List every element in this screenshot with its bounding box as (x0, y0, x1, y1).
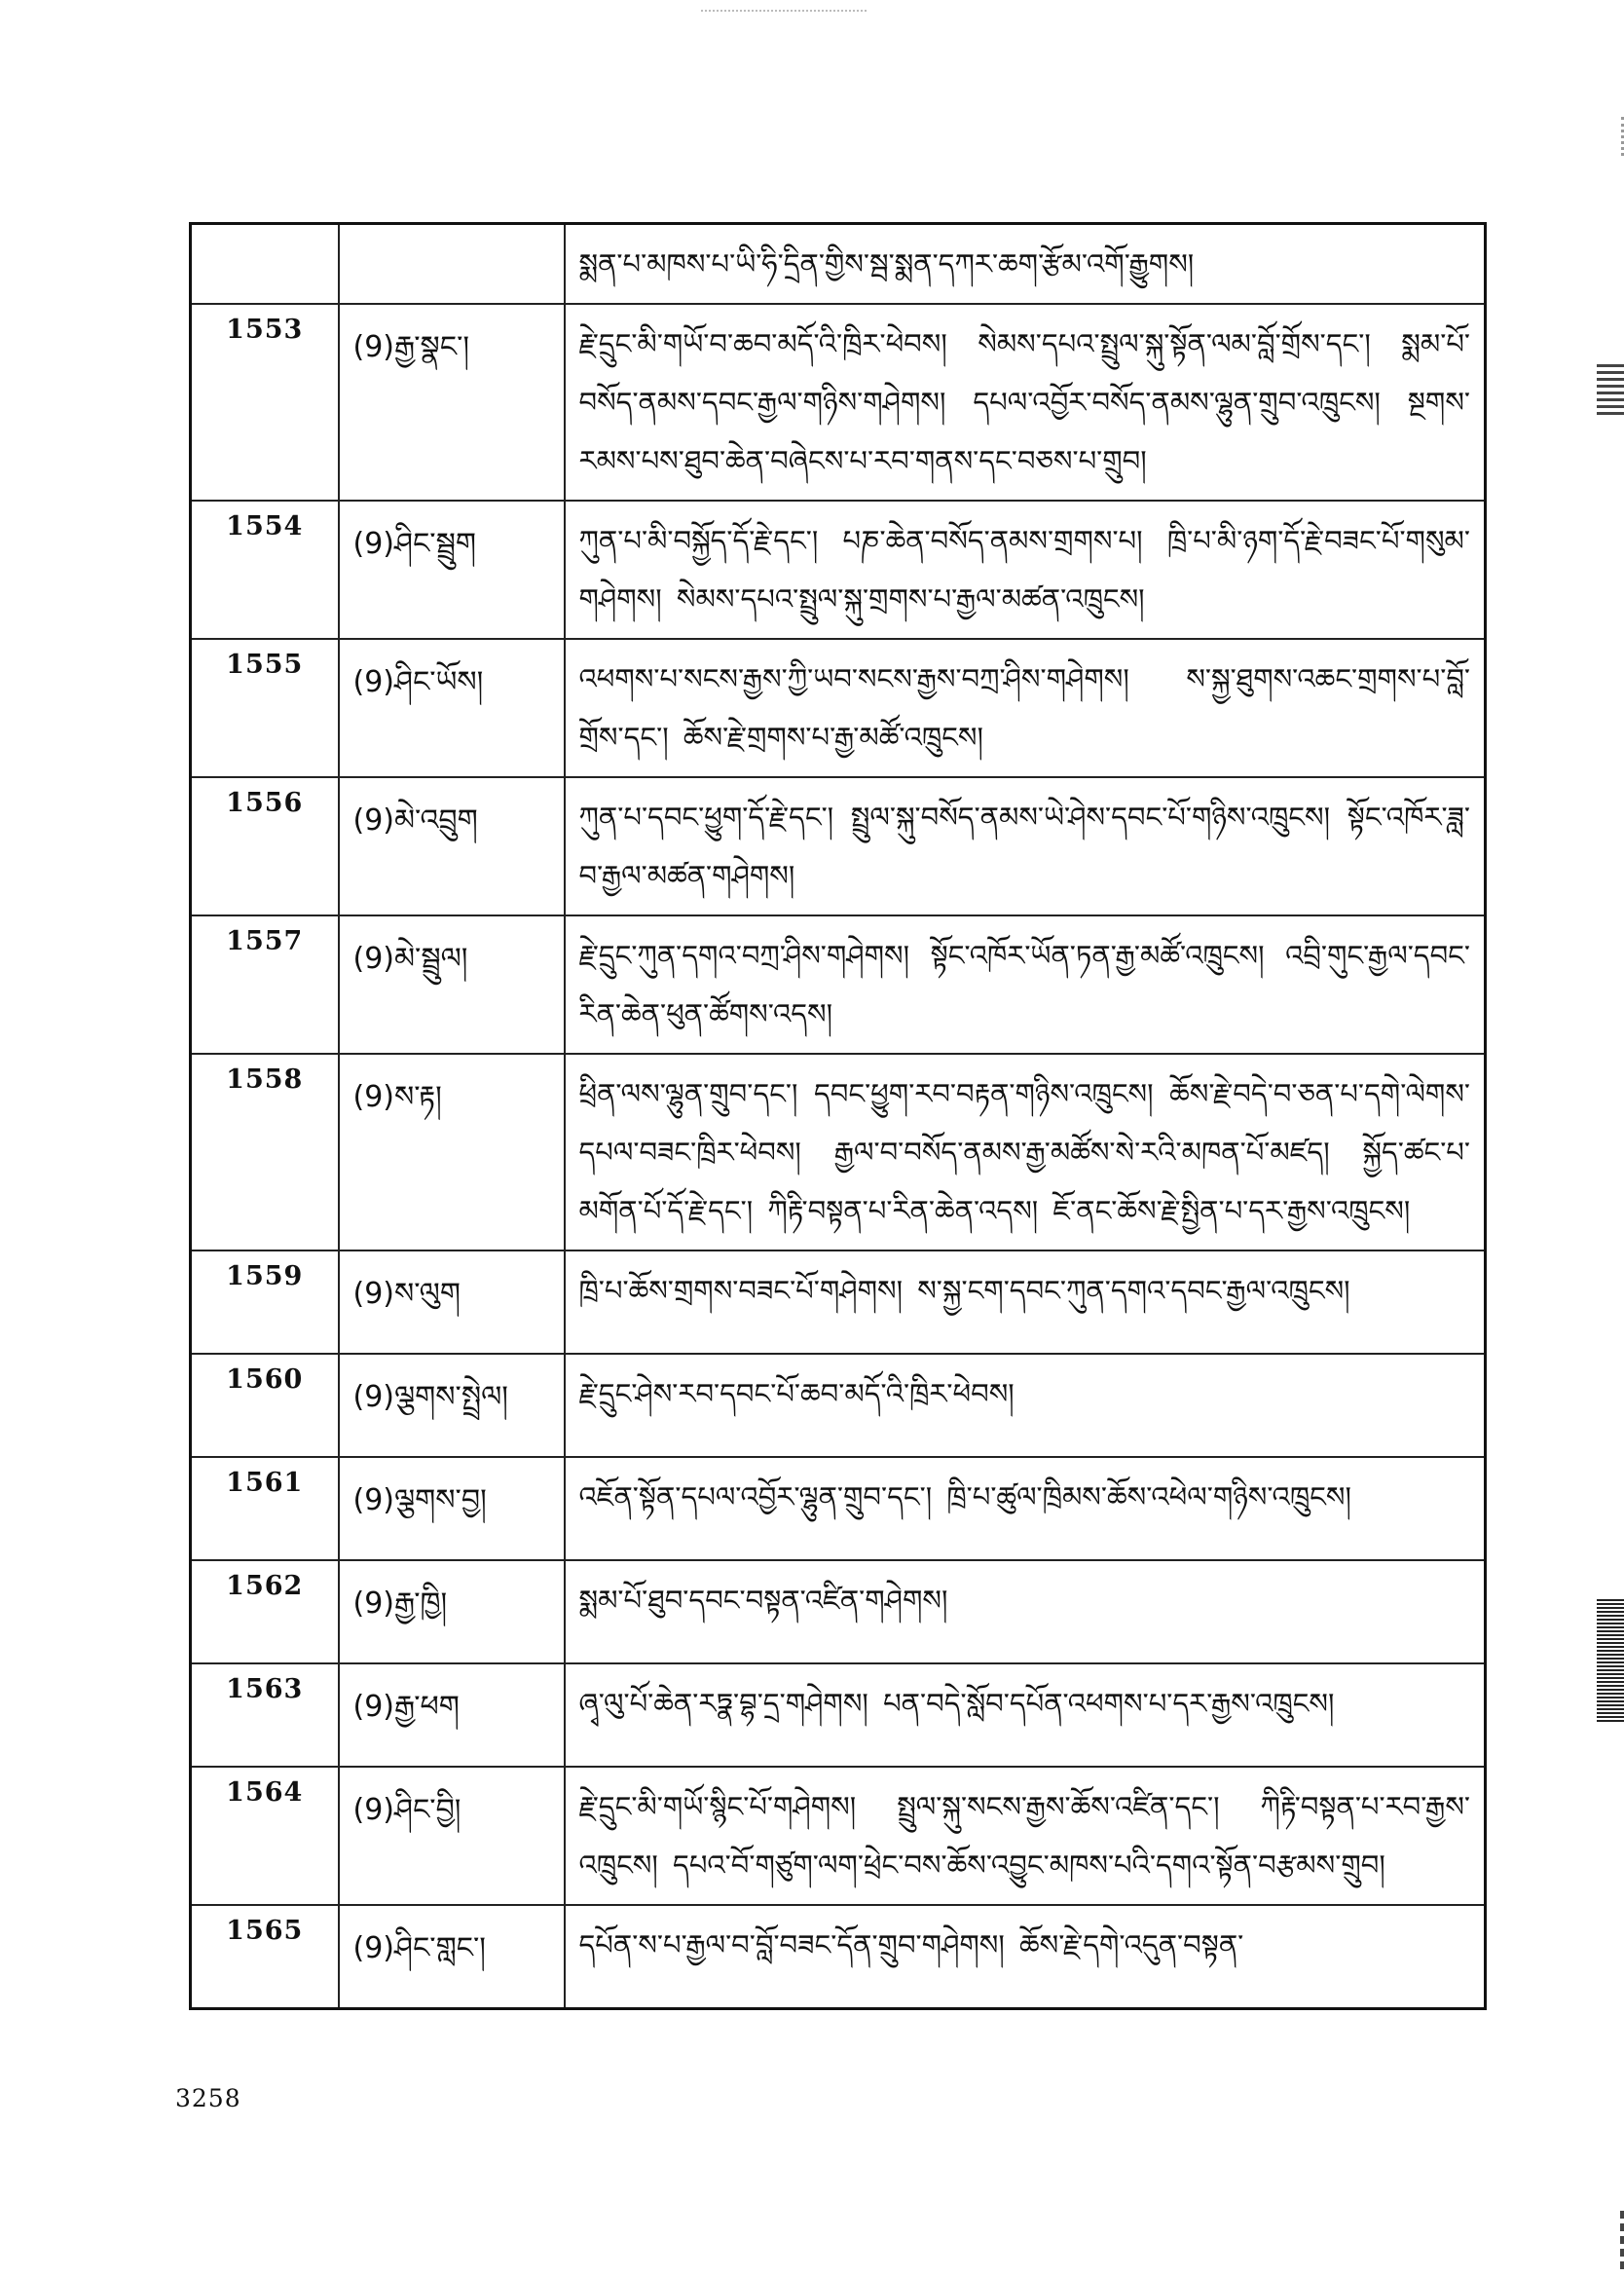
event-cell: ཞྭ་ལུ་པོ་ཆེན་རཏྣ་བྷ་དྲ་གཤེགས། པན་བདེ་སློབ་དཔོན་འཕགས་པ་དར་རྒྱས་འཁྲུངས། (565, 1663, 1486, 1767)
year-cell: 1563 (191, 1663, 339, 1767)
scan-artifact-edge (1593, 2211, 1624, 2269)
cycle-cell (339, 224, 565, 305)
scan-artifact-edge (1597, 1597, 1624, 2065)
table-row (191, 777, 1486, 915)
event-cell: འཕགས་པ་སངས་རྒྱས་ཀྱི་ཡབ་སངས་རྒྱས་བཀྲ་ཤིས་གཤེགས། ས་སྐྱ་ཐུགས་འཆང་གྲགས་པ་བློ་གྲོས་དང་། ཆོས་རྗེ་གྲགས་པ་རྒྱ་མཚོ་འཁྲུངས། (565, 639, 1486, 777)
year-cell: 1554 (191, 501, 339, 639)
year-cell: 1561 (191, 1457, 339, 1560)
year-cell: 1564 (191, 1767, 339, 1905)
event-cell: ཀུན་པ་མི་བསྐྱོད་དོ་རྗེ་དང་། པཎ་ཆེན་བསོད་ནམས་གྲགས་པ། ཁྲི་པ་མི་ཉག་དོ་རྗེ་བཟང་པོ་གསུམ་གཤེགས། སེམས་དཔའ་སྤྲུལ་སྐུ་གྲགས་པ་རྒྱལ་མཚན་འཁྲུངས། (565, 501, 1486, 639)
year-cell: 1557 (191, 915, 339, 1054)
table-row (191, 224, 1486, 305)
year-cell: 1555 (191, 639, 339, 777)
event-cell: ཁྲི་པ་ཆོས་གྲགས་བཟང་པོ་གཤེགས། ས་སྐྱ་ངག་དབང་ཀུན་དགའ་དབང་རྒྱལ་འཁྲུངས། (565, 1250, 1486, 1354)
scan-artifact-top (701, 10, 867, 16)
cycle-cell: (9)ས་རྟ། (339, 1054, 565, 1250)
event-cell: འཇོན་སྟོན་དཔལ་འབྱོར་ལྷུན་གྲུབ་དང་། ཁྲི་པ་ཚུལ་ཁྲིམས་ཆོས་འཕེལ་གཉིས་འཁྲུངས། (565, 1457, 1486, 1560)
table-row (191, 1250, 1486, 1354)
chronology-table (189, 222, 1487, 2010)
cycle-cell: (9)མེ་སྦྲུལ། (339, 915, 565, 1054)
cycle-cell: (9)ཤིང་གླང་། (339, 1905, 565, 2009)
year-cell (191, 224, 339, 305)
event-cell: ཕྲིན་ལས་ལྷུན་གྲུབ་དང་། དབང་ཕྱུག་རབ་བརྟན་གཉིས་འཁྲུངས། ཆོས་རྗེ་བདེ་བ་ཅན་པ་དགེ་ལེགས་དཔལ་བཟང་ཁྲིར་ཕེབས། རྒྱལ་བ་བསོད་ནམས་རྒྱ་མཚོས་སེ་རའི་མཁན་པོ་མཛད། སྐྱོད་ཚང་པ་མགོན་པོ་དོ་རྗེ་དང་། ཀིརྟི་བསྟན་པ་རིན་ཆེན་འདས། ཇོ་ནང་ཆོས་རྗེ་སྤྱིན་པ་དར་རྒྱས་འཁྲུངས། (565, 1054, 1486, 1250)
table-row (191, 1054, 1486, 1250)
cycle-cell: (9)རྒྱ་སྣང་། (339, 304, 565, 501)
table-row (191, 915, 1486, 1054)
cycle-cell: (9)ལྕགས་བྱ། (339, 1457, 565, 1560)
cycle-cell: (9)ཤིང་སྦྲུག (339, 501, 565, 639)
table-row (191, 501, 1486, 639)
event-cell: རྗེ་དྲུང་ཤེས་རབ་དབང་པོ་ཆབ་མདོ་འི་ཁྲིར་ཕེབས། (565, 1354, 1486, 1457)
table-row (191, 304, 1486, 501)
event-cell: དཔོན་ས་པ་རྒྱལ་བ་བློ་བཟང་དོན་གྲུབ་གཤེགས། ཆོས་རྗེ་དགེ་འདུན་བསྟན་ (565, 1905, 1486, 2009)
table-row (191, 1905, 1486, 2009)
table-row (191, 639, 1486, 777)
cycle-cell: (9)རྒྱ་ཕག (339, 1663, 565, 1767)
cycle-cell: (9)ལྕགས་སྤྲེལ། (339, 1354, 565, 1457)
event-cell: རྗེ་དྲུང་མི་གཡོ་སྙིང་པོ་གཤེགས། སྤྲུལ་སྐུ་སངས་རྒྱས་ཆོས་འཛིན་དང་། ཀིརྟི་བསྟན་པ་རབ་རྒྱས་འཁྲུངས། དཔའ་བོ་གཙུག་ལག་ཕྲེང་བས་ཆོས་འབྱུང་མཁས་པའི་དགའ་སྟོན་བརྩམས་གྲུབ། (565, 1767, 1486, 1905)
cycle-cell: (9)ས་ལུག (339, 1250, 565, 1354)
table-row (191, 1663, 1486, 1767)
cycle-cell: (9)ཤིང་བྱི། (339, 1767, 565, 1905)
year-cell: 1558 (191, 1054, 339, 1250)
year-cell: 1559 (191, 1250, 339, 1354)
cycle-cell: (9)ཤིང་ཡོས། (339, 639, 565, 777)
table-row (191, 1354, 1486, 1457)
scan-artifact-edge (1594, 117, 1624, 156)
year-cell: 1565 (191, 1905, 339, 2009)
cycle-cell: (9)མེ་འབྲུག (339, 777, 565, 915)
page-number: 3258 (175, 2084, 241, 2112)
event-cell: ཀུན་པ་དབང་ཕྱུག་དོ་རྗེ་དང་། སྤྲུལ་སྐུ་བསོད་ནམས་ཡེ་ཤེས་དབང་པོ་གཉིས་འཁྲུངས། སྟོང་འཁོར་ཟླ་བ་རྒྱལ་མཚན་གཤེགས། (565, 777, 1486, 915)
table-row (191, 1457, 1486, 1560)
event-cell: རྗེ་དྲུང་མི་གཡོ་བ་ཆབ་མདོ་འི་ཁྲིར་ཕེབས། སེམས་དཔའ་སྤྲུལ་སྐུ་སྟོན་ལམ་བློ་གྲོས་དང་། སྨམ་པོ་བསོད་ནམས་དབང་རྒྱལ་གཉིས་གཤེགས། དཔལ་འབྱོར་བསོད་ནམས་ལྷུན་གྲུབ་འཁྲུངས། སྔགས་རམས་པས་ཐུབ་ཆེན་བཞེངས་པ་རབ་གནས་དང་བཅས་པ་གྲུབ། (565, 304, 1486, 501)
year-cell: 1560 (191, 1354, 339, 1457)
event-cell: སྨམ་པོ་ཐུབ་དབང་བསྟན་འཛིན་གཤེགས། (565, 1560, 1486, 1663)
event-cell: རྗེ་དྲུང་ཀུན་དགའ་བཀྲ་ཤིས་གཤེགས། སྟོང་འཁོར་ཡོན་ཏན་རྒྱ་མཚོ་འཁྲུངས། འབྲི་གུང་རྒྱལ་དབང་རིན་ཆེན་ཕུན་ཚོགས་འདས། (565, 915, 1486, 1054)
year-cell: 1562 (191, 1560, 339, 1663)
table-row (191, 1767, 1486, 1905)
scan-artifact-edge (1597, 360, 1624, 506)
year-cell: 1556 (191, 777, 339, 915)
event-cell: སྨན་པ་མཁས་པ་ཡི་ཧི་དྲིན་གྱིས་སྦ་སྨན་དཀར་ཆག་རྩོམ་འགོ་རྒྱུགས། (565, 224, 1486, 305)
table-row (191, 1560, 1486, 1663)
year-cell: 1553 (191, 304, 339, 501)
cycle-cell: (9)རྒྱ་ཁྱི། (339, 1560, 565, 1663)
